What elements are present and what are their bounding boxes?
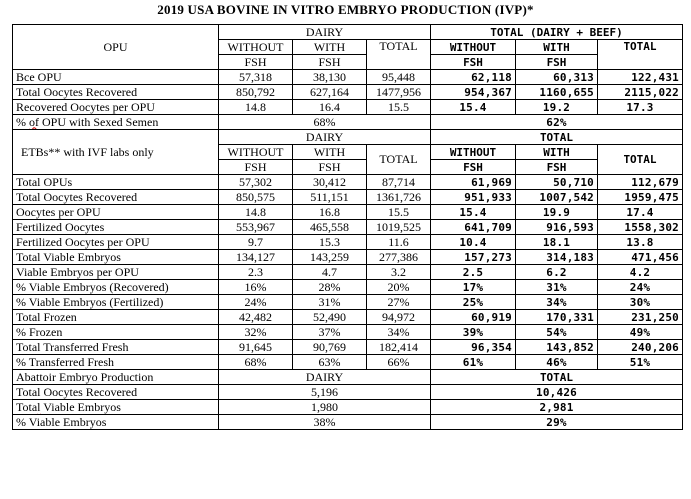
cell: 96,354 xyxy=(431,340,516,355)
cell: 14.8 xyxy=(219,100,293,115)
cell: 37% xyxy=(293,325,367,340)
row-label: Total Transferred Fresh xyxy=(13,340,219,355)
cell: 91,645 xyxy=(219,340,293,355)
cell: 4.2 xyxy=(598,265,683,280)
cell: 51% xyxy=(598,355,683,370)
cell: 90,769 xyxy=(293,340,367,355)
table-row xyxy=(13,415,683,430)
opu-header-row xyxy=(13,25,683,40)
cell: 24% xyxy=(219,295,293,310)
cell: 5,196 xyxy=(219,385,431,400)
table-row xyxy=(13,235,683,250)
cell: 16.8 xyxy=(293,205,367,220)
cell: 641,709 xyxy=(431,220,516,235)
cell: 30,412 xyxy=(293,175,367,190)
cell: 30% xyxy=(598,295,683,310)
dairy-without-fsh: FSH xyxy=(219,160,293,175)
cell: 17% xyxy=(431,280,516,295)
cell: 951,933 xyxy=(431,190,516,205)
cell: 2,981 xyxy=(431,400,683,415)
cell: 231,250 xyxy=(598,310,683,325)
cell: 19.9 xyxy=(516,205,598,220)
cell: 9.7 xyxy=(219,235,293,250)
table-row xyxy=(13,175,683,190)
cell: 627,164 xyxy=(293,85,367,100)
total-with-header: WITH xyxy=(516,40,598,55)
cell: 1558,302 xyxy=(598,220,683,235)
cell: 54% xyxy=(516,325,598,340)
table-row xyxy=(13,325,683,340)
table-row xyxy=(13,385,683,400)
cell: 14.8 xyxy=(219,205,293,220)
cell: 954,367 xyxy=(431,85,516,100)
cell: 31% xyxy=(516,280,598,295)
row-label: Recovered Oocytes per OPU xyxy=(13,100,219,115)
dairy-with-header: WITH xyxy=(293,40,367,55)
label-part: Viable Embryos xyxy=(40,399,121,414)
dairy-with-header: WITH xyxy=(293,145,367,160)
dairy-without-header: WITHOUT xyxy=(219,145,293,160)
dairy-total-header: TOTAL xyxy=(367,40,431,70)
cell: 15.5 xyxy=(367,100,431,115)
row-label: % Viable Embryos (Fertilized) xyxy=(13,295,219,310)
cell: 39% xyxy=(431,325,516,340)
cell: 66% xyxy=(367,355,431,370)
cell: 10,426 xyxy=(431,385,683,400)
cell: 314,183 xyxy=(516,250,598,265)
row-label: % Frozen xyxy=(13,325,219,340)
cell: 34% xyxy=(367,325,431,340)
label-part: OPU with Sexed Semen xyxy=(39,114,159,129)
abattoir-header-row xyxy=(13,370,683,385)
row-label: % Viable Embryos (Recovered) xyxy=(13,280,219,295)
cell: 28% xyxy=(293,280,367,295)
opu-section-label: OPU xyxy=(13,25,219,70)
cell: 122,431 xyxy=(598,70,683,85)
abattoir-section-label: Abattoir Embryo Production xyxy=(13,370,219,385)
cell: 1019,525 xyxy=(367,220,431,235)
row-label: Total Oocytes Recovered xyxy=(13,385,219,400)
cell: 850,792 xyxy=(219,85,293,100)
cell: 68% xyxy=(219,355,293,370)
ivp-table xyxy=(12,24,683,430)
cell: 240,206 xyxy=(598,340,683,355)
cell: 134,127 xyxy=(219,250,293,265)
etb-data-rows xyxy=(13,175,683,370)
cell: 42,482 xyxy=(219,310,293,325)
cell: 1,980 xyxy=(219,400,431,415)
sexed-semen-row xyxy=(13,115,683,130)
dairy-total-header: TOTAL xyxy=(367,145,431,175)
cell: 68% xyxy=(219,115,431,130)
label-part: of xyxy=(29,114,39,129)
cell: 916,593 xyxy=(516,220,598,235)
total-total-header: TOTAL xyxy=(598,40,683,70)
cell: 15.3 xyxy=(293,235,367,250)
cell: 1361,726 xyxy=(367,190,431,205)
cell: 553,967 xyxy=(219,220,293,235)
cell: 25% xyxy=(431,295,516,310)
cell: 17.4 xyxy=(598,205,683,220)
row-label: Total Viable Embryos xyxy=(13,250,219,265)
total-group-header: TOTAL xyxy=(431,370,683,385)
cell: 20% xyxy=(367,280,431,295)
cell: 16% xyxy=(219,280,293,295)
cell: 1959,475 xyxy=(598,190,683,205)
cell: 60,919 xyxy=(431,310,516,325)
cell: 170,331 xyxy=(516,310,598,325)
cell: 182,414 xyxy=(367,340,431,355)
cell: 62% xyxy=(431,115,683,130)
cell: 27% xyxy=(367,295,431,310)
cell: 50,710 xyxy=(516,175,598,190)
cell: 143,259 xyxy=(293,250,367,265)
cell: 16.4 xyxy=(293,100,367,115)
cell: 31% xyxy=(293,295,367,310)
dairy-group-header: DAIRY xyxy=(219,370,431,385)
row-label: Oocytes per OPU xyxy=(13,205,219,220)
dairy-with-fsh: FSH xyxy=(293,55,367,70)
cell: 2.3 xyxy=(219,265,293,280)
label-part: Tota xyxy=(16,399,38,414)
cell: 10.4 xyxy=(431,235,516,250)
total-without-header: WITHOUT xyxy=(431,145,516,160)
etb-header-row xyxy=(13,130,683,145)
total-without-fsh: FSH xyxy=(431,55,516,70)
cell: 15.4 xyxy=(431,100,516,115)
cell: 32% xyxy=(219,325,293,340)
cell: 4.7 xyxy=(293,265,367,280)
cell: 19.2 xyxy=(516,100,598,115)
cell: 6.2 xyxy=(516,265,598,280)
cell: 94,972 xyxy=(367,310,431,325)
cell: 18.1 xyxy=(516,235,598,250)
cell: 38% xyxy=(219,415,431,430)
cell: 277,386 xyxy=(367,250,431,265)
cell: 1160,655 xyxy=(516,85,598,100)
total-total-header: TOTAL xyxy=(598,145,683,175)
cell: 13.8 xyxy=(598,235,683,250)
table-row xyxy=(13,400,683,415)
cell: 2.5 xyxy=(431,265,516,280)
row-label: Bce OPU xyxy=(13,70,219,85)
cell: 63% xyxy=(293,355,367,370)
table-row xyxy=(13,190,683,205)
row-label: Total Oocytes Recovered xyxy=(13,85,219,100)
table-row xyxy=(13,70,683,85)
cell: 511,151 xyxy=(293,190,367,205)
row-label: Total Oocytes Recovered xyxy=(13,190,219,205)
row-label: % Viable Embryos xyxy=(13,415,219,430)
table-row xyxy=(13,280,683,295)
table-row xyxy=(13,265,683,280)
cell: 3.2 xyxy=(367,265,431,280)
etb-section-label: ETBs** with IVF labs only xyxy=(13,130,219,175)
cell: 87,714 xyxy=(367,175,431,190)
cell: 61,969 xyxy=(431,175,516,190)
total-with-header: WITH xyxy=(516,145,598,160)
cell: 29% xyxy=(431,415,683,430)
cell: 465,558 xyxy=(293,220,367,235)
row-label: Total Frozen xyxy=(13,310,219,325)
dairy-without-header: WITHOUT xyxy=(219,40,293,55)
table-row xyxy=(13,205,683,220)
cell: 34% xyxy=(516,295,598,310)
cell: 46% xyxy=(516,355,598,370)
table-row xyxy=(13,295,683,310)
cell: 60,313 xyxy=(516,70,598,85)
cell: 15.5 xyxy=(367,205,431,220)
table-row xyxy=(13,250,683,265)
row-label: Fertilized Oocytes xyxy=(13,220,219,235)
cell: 95,448 xyxy=(367,70,431,85)
cell: 157,273 xyxy=(431,250,516,265)
table-row xyxy=(13,340,683,355)
row-label: % Transferred Fresh xyxy=(13,355,219,370)
cell: 38,130 xyxy=(293,70,367,85)
cell: 24% xyxy=(598,280,683,295)
dairy-group-header: DAIRY xyxy=(219,25,431,40)
cell: 471,456 xyxy=(598,250,683,265)
row-label: Viable Embryos per OPU xyxy=(13,265,219,280)
cell: 1007,542 xyxy=(516,190,598,205)
cell: 850,575 xyxy=(219,190,293,205)
cell: 52,490 xyxy=(293,310,367,325)
total-without-fsh: FSH xyxy=(431,160,516,175)
table-row xyxy=(13,355,683,370)
row-label: Fertilized Oocytes per OPU xyxy=(13,235,219,250)
table-row xyxy=(13,310,683,325)
row-label xyxy=(13,400,219,415)
cell: 49% xyxy=(598,325,683,340)
label-part: % xyxy=(16,114,29,129)
dairy-without-fsh: FSH xyxy=(219,55,293,70)
cell: 15.4 xyxy=(431,205,516,220)
cell: 11.6 xyxy=(367,235,431,250)
cell: 17.3 xyxy=(598,100,683,115)
dairy-group-header: DAIRY xyxy=(219,130,431,145)
cell: 61% xyxy=(431,355,516,370)
total-without-header: WITHOUT xyxy=(431,40,516,55)
cell: 57,318 xyxy=(219,70,293,85)
cell: 1477,956 xyxy=(367,85,431,100)
dairy-with-fsh: FSH xyxy=(293,160,367,175)
total-group-header: TOTAL xyxy=(431,130,683,145)
cell: 2115,022 xyxy=(598,85,683,100)
cell: 62,118 xyxy=(431,70,516,85)
cell: 57,302 xyxy=(219,175,293,190)
table-title: 2019 USA BOVINE IN VITRO EMBRYO PRODUCTION (IVP)* xyxy=(157,2,534,17)
label-part: l xyxy=(37,399,41,414)
total-group-header: TOTAL (DAIRY + BEEF) xyxy=(431,25,683,40)
cell: 112,679 xyxy=(598,175,683,190)
total-with-fsh: FSH xyxy=(516,160,598,175)
table-row xyxy=(13,220,683,235)
table-row xyxy=(13,85,683,100)
table-row xyxy=(13,100,683,115)
total-with-fsh: FSH xyxy=(516,55,598,70)
cell: 143,852 xyxy=(516,340,598,355)
row-label xyxy=(13,115,219,130)
row-label: Total OPUs xyxy=(13,175,219,190)
